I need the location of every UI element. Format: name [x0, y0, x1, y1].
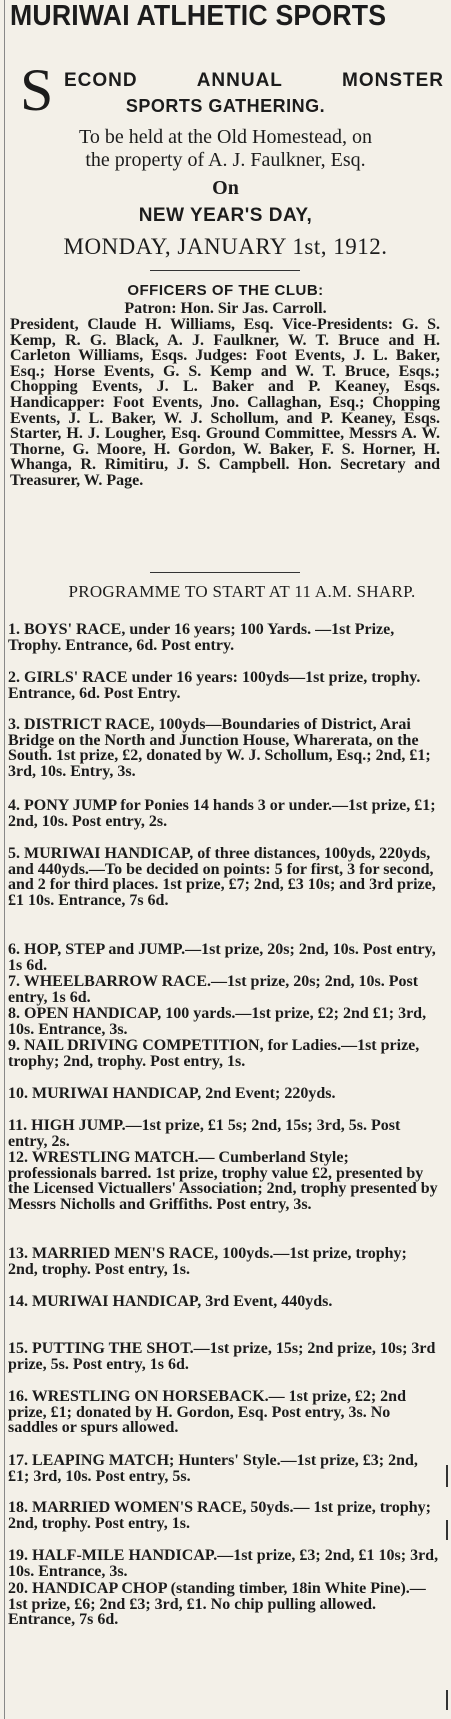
programme-item: 8. OPEN HANDICAP, 100 yards.—1st prize, £2; 2nd £1; 3rd, 10s. Entrance, 3s. — [8, 1005, 427, 1038]
headline: MURIWAI ATLHETIC SPORTS — [10, 0, 387, 32]
right-edge-mark — [446, 1465, 448, 1487]
on-label: On — [212, 177, 239, 199]
programme-item: 18. MARRIED WOMEN'S RACE, 50yds.— 1st prize, trophy; 2nd, trophy. Post entry, 1s. — [8, 1499, 431, 1532]
programme-item: 11. HIGH JUMP.—1st prize, £1 5s; 2nd, 15s; 3rd, 5s. Post entry, 2s. — [8, 1117, 401, 1150]
subhead-word: ECOND — [64, 70, 138, 91]
intro-line: the property of A. J. Faulkner, Esq. — [85, 149, 366, 171]
right-edge-mark — [446, 1520, 448, 1540]
programme-item: 7. WHEELBARROW RACE.—1st prize, 20s; 2nd, 10s. Post entry, 1s 6d. — [8, 973, 419, 1006]
new-years-day: NEW YEAR'S DAY, — [138, 205, 313, 226]
subhead-line-2: SPORTS GATHERING. — [125, 96, 326, 116]
divider — [150, 572, 300, 573]
subhead-line-1 — [64, 70, 444, 92]
programme-item: 16. WRESTLING ON HORSEBACK.— 1st prize, £2; 2nd prize, £1; donated by H. Gordon, Esq. Post entry, 3s. No saddles or spurs allowed. — [8, 1388, 406, 1437]
programme-item: 19. HALF-MILE HANDICAP.—1st prize, £3; 2nd, £1 10s; 3rd, 10s. Entrance, 3s. — [8, 1547, 439, 1580]
programme-item: 15. PUTTING THE SHOT.—1st prize, 15s; 2nd prize, 10s; 3rd prize, 5s. Post entry, 1s 6d. — [8, 1340, 436, 1373]
event-date: MONDAY, JANUARY 1st, 1912. — [63, 234, 388, 259]
subhead-word: MONSTER — [342, 70, 444, 91]
programme-item: 14. MURIWAI HANDICAP, 3rd Event, 440yds. — [8, 1293, 333, 1310]
programme-item: 17. LEAPING MATCH; Hunters' Style.—1st prize, £3; 2nd, £1; 3rd, 10s. Post entry, 5s. — [8, 1452, 418, 1485]
programme-item: 3. DISTRICT RACE, 100yds—Boundaries of District, Arai Bridge on the North and Junction House, Wharerata, on the South. 1st prize, £2, donated by W. J. Schollum, Esq.; 2nd, £1; 3rd, 10s. Entry, 3s. — [8, 716, 431, 781]
right-edge-mark — [446, 1690, 448, 1710]
divider — [150, 270, 300, 271]
programme-item: 20. HANDICAP CHOP (standing timber, 18in White Pine).—1st prize, £6; 2nd £3; 3rd, £1. No chip pulling allowed. Entrance, 7s 6d. — [8, 1580, 426, 1629]
drop-cap: S — [20, 57, 54, 123]
patron-line: Patron: Hon. Sir Jas. Carroll. — [124, 300, 327, 317]
programme-item: 6. HOP, STEP and JUMP.—1st prize, 20s; 2nd, 10s. Post entry, 1s 6d. — [8, 941, 436, 974]
subhead-word: ANNUAL — [196, 70, 283, 91]
programme-item: 2. GIRLS' RACE under 16 years: 100yds—1st prize, trophy. Entrance, 6d. Post Entry. — [8, 669, 421, 702]
intro-line: To be held at the Old Homestead, on — [79, 126, 372, 148]
programme-item: 10. MURIWAI HANDICAP, 2nd Event; 220yds. — [8, 1085, 336, 1102]
programme-item: 9. NAIL DRIVING COMPETITION, for Ladies.—1st prize, trophy; 2nd, trophy. Post entry, 1s. — [8, 1037, 420, 1070]
programme-item: 4. PONY JUMP for Ponies 14 hands 3 or under.—1st prize, £1; 2nd, 10s. Post entry, 2s. — [8, 797, 436, 830]
programme-item: 1. BOYS' RACE, under 16 years; 100 Yards. —1st Prize, Trophy. Entrance, 6d. Post entry. — [8, 621, 395, 654]
programme-item: 12. WRESTLING MATCH.— Cumberland Style; professionals barred. 1st prize, trophy value £2, presented by the Licensed Victuallers' Association; 2nd, trophy presented by Messrs Nicholls and Griffiths. Post entry, 3s. — [8, 1149, 438, 1214]
officers-list: President, Claude H. Williams, Esq. Vice-Presidents: G. S. Kemp, R. G. Black, A. J. Faulkner, W. T. Bruce and H. Carleton Williams, Esqs. Judges: Foot Events, J. L. Baker, Esq.; Horse Events, G. S. Kemp and W. T. Bruce, Esqs.; Chopping Events, J. L. Baker and P. Keaney, Esqs. Handicapper: Foot Events, Jno. Callaghan, Esq.; Chopping Events, J. L. Baker, W. J. Schollum, and P. Keaney, Esqs. Starter, H. J. Lougher, Esq. Ground Committee, Messrs A. W. Thorne, G. Moore, H. Gordon, W. Baker, F. S. Horner, H. Whanga, R. Rimitiru, J. S. Campbell. Hon. Secretary and Treasurer, W. Page. — [10, 316, 440, 489]
officers-heading: OFFICERS OF THE CLUB: — [127, 282, 324, 299]
programme-heading: PROGRAMME TO START AT 11 A.M. SHARP. — [68, 582, 416, 601]
programme-item: 13. MARRIED MEN'S RACE, 100yds.—1st prize, trophy; 2nd, trophy. Post entry, 1s. — [8, 1245, 407, 1278]
programme-item: 5. MURIWAI HANDICAP, of three distances, 100yds, 220yds, and 440yds.—To be decided on points: 5 for first, 3 for second, and 2 for third places. 1st prize, £7; 2nd, £3 10s; and 3rd prize, £1 10s. Entrance, 7s 6d. — [8, 845, 436, 910]
